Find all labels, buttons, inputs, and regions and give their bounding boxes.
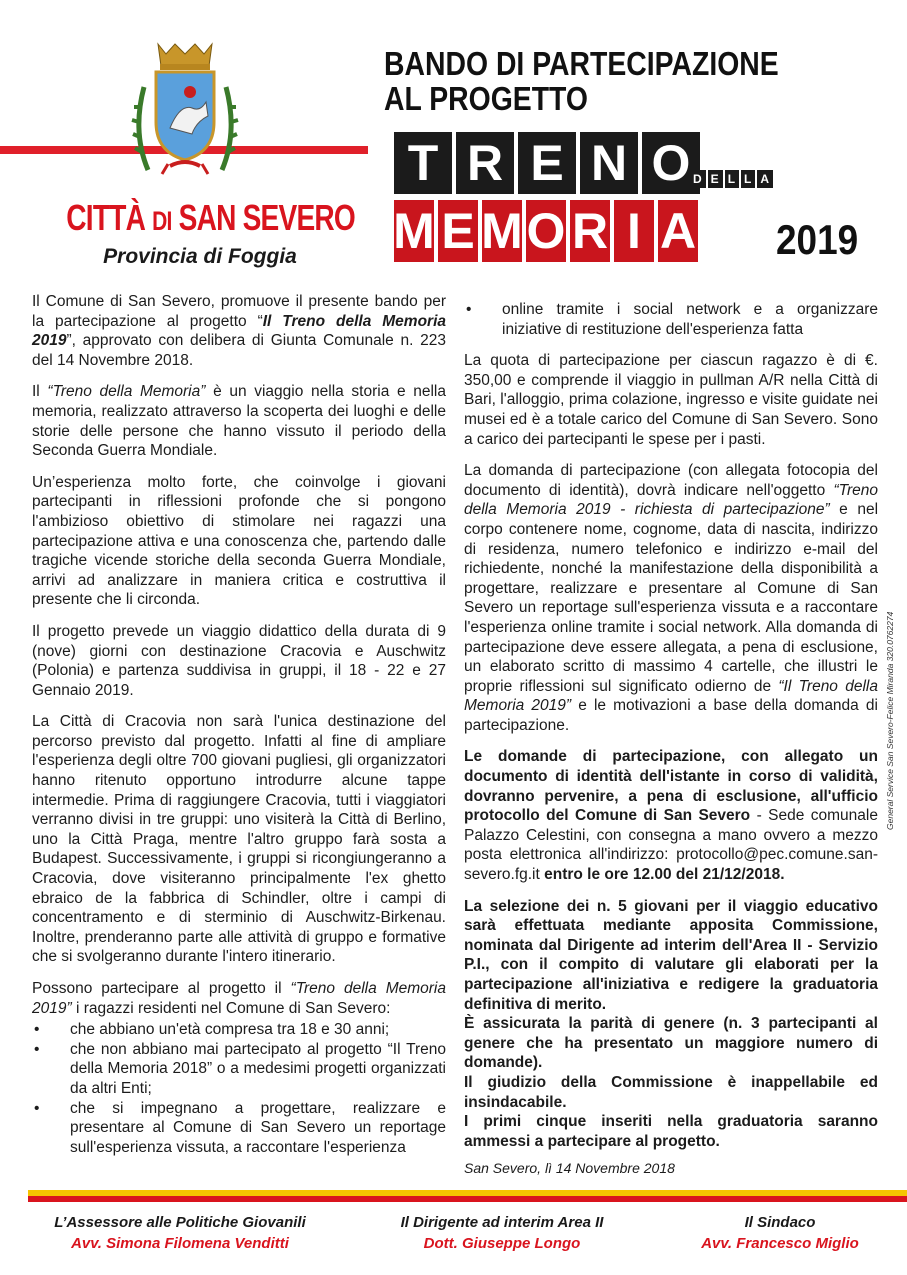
deadline-address-text: - Sede comunale Palazzo Celestini, con consegna a mano ovvero a mezzo posta elettronica all'indirizzo: protocollo@pec.comune.san-severo.fg.it	[464, 807, 878, 884]
application-text-end: e le motivazioni a base della domanda di partecipazione.	[464, 697, 878, 734]
description-title: “Treno della Memoria”	[47, 383, 206, 401]
fee-paragraph: La quota di partecipazione per ciascun ragazzo è di €. 350,00 e comprende il viaggio in pullman A/R nella Città di Bari, l'alloggio, prima colazione, ingresso e visite guidate nei musei ed è a totale carico del Comune di San Severo. Sono a carico dei partecipanti le spese per i pasti.	[464, 352, 878, 448]
logo-della-letter: L	[741, 170, 755, 188]
description-paragraph	[32, 382, 446, 460]
eligibility-title: “Treno della Memoria 2019”	[32, 980, 447, 1017]
coat-of-arms-icon	[130, 42, 240, 177]
city-title-name: SAN SEVERO	[178, 197, 355, 238]
application-paragraph	[464, 461, 878, 735]
logo-tile: R	[570, 200, 610, 262]
footer-stripes	[28, 1190, 907, 1202]
footer-stripe-red	[28, 1196, 907, 1202]
list-item: • che abbiano un'età compresa tra 18 e 30 anni;	[32, 1020, 446, 1040]
deadline-paragraph	[464, 747, 878, 884]
itinerary-paragraph: Il progetto prevede un viaggio didattico della durata di 9 (nove) giorni con destinazione Cracovia e Auschwitz (Polonia) e partenza suddivisa in gruppi, il 18 - 22 e 27 Gennaio 2019.	[32, 622, 446, 699]
right-column	[464, 300, 878, 1179]
cities-paragraph: La Città di Cracovia non sarà l'unica destinazione del percorso previsto dal progetto. Infatti al fine di ampliare l'esperienza degli oltre 700 giovani pugliesi, gli organizzatori hanno ritenuto opportuno introdurre alcune tappe intermedie. Prima di raggiungere Cracovia, tutti i viaggiatori verranno divisi in tre gruppi: uno visiterà la Città di Berlino, uno la Città Praga, mentre l'altro gruppo farà sosta a Budapest. Successivamente, i gruppi si ricongiungeranno a Cracovia, dove visiteranno principalmente l'ex ghetto ebraico de la fabbrica di Schindler, oltre i campi di concentramento e di sterminio di Auschwitz-Birkenau. Inoltre, prenderanno parte alle attività di gruppo e formative che si svolgeranno durante l'intero itinerario.	[32, 713, 446, 966]
province-subtitle: Provincia di Foggia	[103, 245, 297, 268]
printer-credit: General Service San Severo-Felice Miranda 320.0762274	[885, 611, 895, 830]
logo-tile: O	[526, 200, 566, 262]
logo-della-letter: D	[690, 170, 706, 188]
logo-della-letter: A	[757, 170, 773, 188]
eligibility-paragraph	[32, 979, 446, 1018]
description-text-end: è un viaggio nella storia e nella memoria, realizzato attraverso la scoperta dei luoghi e delle storie delle persone che hanno vissuto il periodo della Seconda Guerra Mondiale.	[32, 383, 446, 460]
logo-treno	[394, 132, 700, 194]
signature-sindaco	[680, 1212, 880, 1254]
list-item: • che si impegnano a progettare, realizzare e presentare al Comune di San Severo un reportage sull'esperienza vissuta, a raccontare l'esperienza	[32, 1099, 446, 1158]
signature-role: L’Assessore alle Politiche Giovanili	[54, 1214, 306, 1231]
signature-role: Il Sindaco	[744, 1214, 816, 1231]
logo-memoria	[394, 200, 698, 262]
signature-name: Dott. Giuseppe Longo	[423, 1235, 581, 1252]
list-item: • online tramite i social network e a organizzare iniziative di restituzione dell'esperienza fatta	[464, 300, 878, 339]
logo-tile: E	[438, 200, 478, 262]
logo-tile: R	[456, 132, 514, 194]
application-project-title: “Il Treno della Memoria 2019”	[464, 677, 878, 715]
signature-name: Avv. Francesco Miglio	[701, 1235, 859, 1252]
signature-role: Il Dirigente ad interim Area II	[400, 1214, 604, 1231]
signature-name: Avv. Simona Filomena Venditti	[71, 1235, 289, 1252]
city-title	[66, 197, 355, 239]
experience-paragraph: Un’esperienza molto forte, che coinvolge i giovani partecipanti in riflessioni profonde che si pongono l'ambizioso obiettivo di stimolare nei ragazzi una partecipazione attiva e una conoscenza che, partendo dalle tragiche vicende storiche della seconda Guerra Mondiale, arrivi ad analizzare in maniera critica e costruttiva il presente che li circonda.	[32, 473, 446, 609]
bando-heading-line2: AL PROGETTO	[384, 80, 588, 117]
logo-della-letter: L	[725, 170, 739, 188]
logo-tile: E	[518, 132, 576, 194]
selection-line: Il giudizio della Commissione è inappellabile ed insindacabile.	[464, 1073, 878, 1111]
list-item: • che non abbiano mai partecipato al progetto “Il Treno della Memoria 2018” o a medesimi progetti organizzati da altri Enti;	[32, 1040, 446, 1099]
description-text: Il	[32, 383, 48, 401]
selection-line: I primi cinque inseriti nella graduatoria saranno ammessi a partecipare al progetto.	[464, 1113, 878, 1150]
eligibility-list	[32, 1020, 446, 1157]
logo-della-letter: E	[708, 170, 723, 188]
bando-heading-line1: BANDO DI PARTECIPAZIONE	[384, 45, 779, 82]
selection-line: La selezione dei n. 5 giovani per il viaggio educativo sarà effettuata mediante apposita Commissione, nominata dal Dirigente ad interim dell'Area II - Servizio P.I., con il compito di valutare gli elaborati per la partecipazione all'iniziativa e redigere la graduatoria definitiva di merito.	[464, 897, 878, 1013]
eligibility-text: Possono partecipare al progetto il	[32, 980, 291, 997]
intro-paragraph	[32, 292, 446, 370]
eligibility-text-end: i ragazzi residenti nel Comune di San Severo:	[71, 999, 391, 1017]
left-column	[32, 292, 446, 1163]
selection-block	[464, 897, 878, 1152]
document-date: San Severo, lì 14 Novembre 2018	[464, 1160, 675, 1177]
city-title-di: DI	[152, 206, 172, 236]
application-subject: “Treno della Memoria 2019 - richiesta di partecipazione”	[464, 481, 878, 519]
logo-tile: M	[482, 200, 522, 262]
logo-tile: T	[394, 132, 452, 194]
logo-tile: O	[642, 132, 700, 194]
city-title-prefix: CITTÀ	[66, 197, 146, 238]
signature-assessore	[50, 1212, 310, 1254]
logo-tile: M	[394, 200, 434, 262]
application-text: La domanda di partecipazione (con allegata fotocopia del documento di identità), dovrà indicare nell'oggetto	[464, 462, 878, 499]
eligibility-list-continued	[464, 300, 878, 339]
intro-text: Il Comune di San Severo, promuove il presente bando per la partecipazione al progetto “	[32, 293, 446, 330]
signature-dirigente	[382, 1212, 622, 1254]
application-text-middle: e nel corpo contenere nome, cognome, data di nascita, indirizzo di residenza, numero telefonico e indirizzo e-mail del richiedente, nonché la manifestazione della disponibilità a progettare, realizzare e presentare al Comune di San Severo un reportage sull'esperienza vissuta e a raccontare l'esperienza online tramite i social network. Alla domanda di partecipazione deve essere allegata, a pena di esclusione, un elaborato scritto di massimo 4 cartelle, che illustri le proprie riflessioni sul significato odierno de	[464, 501, 879, 695]
logo-tile: N	[580, 132, 638, 194]
bando-heading	[384, 46, 779, 116]
deadline-date: entro le ore 12.00 del 21/12/2018.	[544, 866, 785, 884]
intro-text-end: ”, approvato con delibera di Giunta Comunale n. 223 del 14 Novembre 2018.	[32, 332, 446, 369]
deadline-bold-text: Le domande di partecipazione, con allegato un documento di identità dell'istante in corso di validità, dovranno pervenire, a pena di esclusione, all'ufficio protocollo del Comune di San Severo	[464, 748, 878, 825]
logo-tile: A	[658, 200, 698, 262]
selection-line: È assicurata la parità di genere (n. 3 partecipanti al genere che ha presentato un maggiore numero di domande).	[464, 1015, 878, 1072]
logo-della	[690, 170, 773, 188]
intro-project-title: Il Treno della Memoria 2019	[32, 312, 446, 350]
logo-tile: I	[614, 200, 654, 262]
logo-year: 2019	[776, 216, 859, 263]
